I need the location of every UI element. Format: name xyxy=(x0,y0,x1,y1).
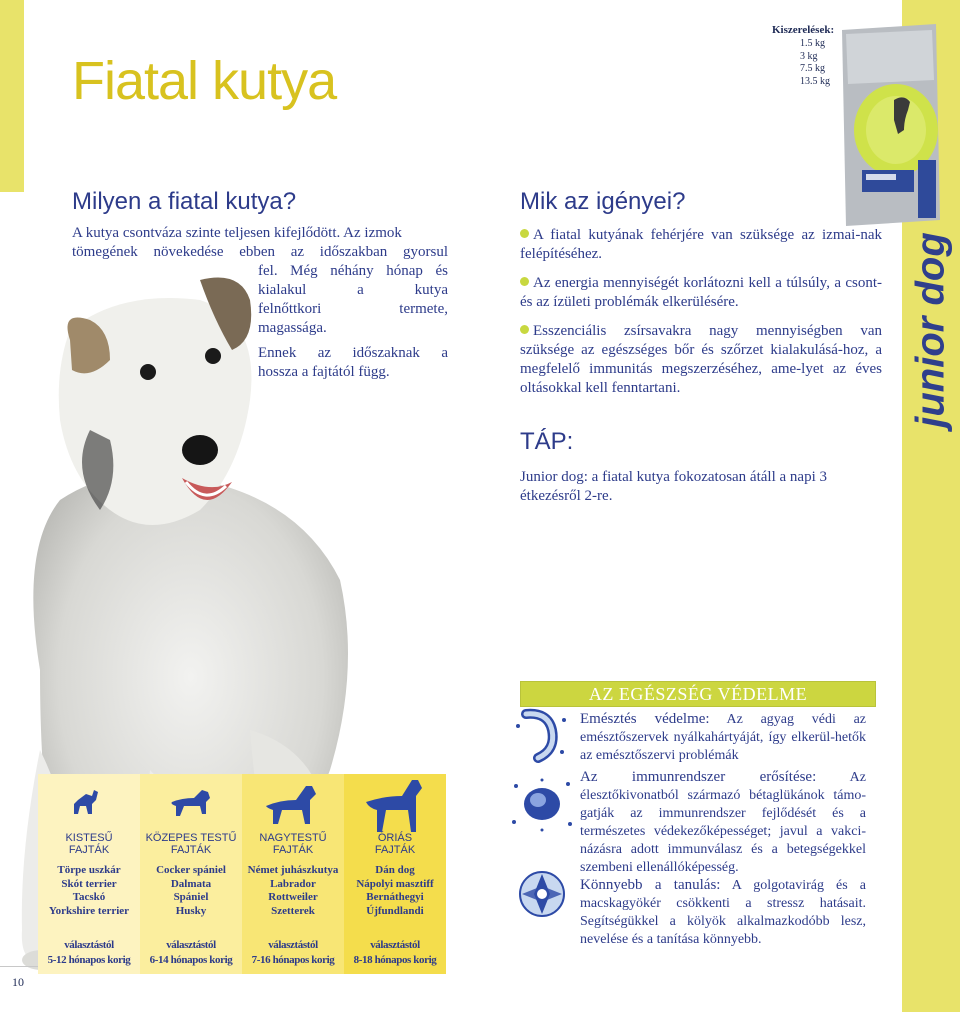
food-heading: TÁP: xyxy=(520,428,574,455)
breed-category: NAGYTESTŰ FAJTÁK xyxy=(259,832,327,856)
bullet-icon xyxy=(520,229,529,238)
giant-dog-icon xyxy=(344,778,446,834)
breed-list: Törpe uszkár Skót terrier Tacskó Yorkshire terrier xyxy=(48,864,130,917)
needs-item: Az energia mennyiségét korlátozni kell a túlsúly, a csont- és az ízületi problémák elkerülésére. xyxy=(520,275,882,310)
page-title: Fiatal kutya xyxy=(72,51,337,111)
breed-age-range: választástól 6-14 hónapos korig xyxy=(149,939,233,966)
size-item: 7.5 kg xyxy=(800,63,825,74)
health-item-learning: Könnyebb a tanulás: A golgotavirág és a macskagyökér csökkenti a stressz hatásait. Segítségükkel a kölyök alkalmazkodóbb lesz, nevelése és a tanítása könnyebb. xyxy=(580,877,866,947)
food-text: Junior dog: a fiatal kutya fokozatosan átáll a napi 3 étkezésről 2-re. xyxy=(520,469,827,504)
breed-age-range: választástól 5-12 hónapos korig xyxy=(47,939,131,966)
breed-column-small xyxy=(38,774,140,974)
immune-cell-icon xyxy=(508,776,576,834)
breed-column-medium xyxy=(140,774,242,974)
health-heading: AZ EGÉSZSÉG VÉDELME xyxy=(520,681,876,707)
intro-line: A kutya csontváza szinte teljesen kifejlődött. Az izmok xyxy=(72,225,402,241)
intro-line: kialakul a kutya xyxy=(258,282,448,298)
intro-line: felnőttkori termete, xyxy=(258,301,448,317)
section-heading-left: Milyen a fiatal kutya? xyxy=(72,188,297,215)
large-dog-icon xyxy=(242,778,344,834)
breed-column-giant xyxy=(344,774,446,974)
small-dog-icon xyxy=(38,778,140,834)
breed-age-range: választástól 8-18 hónapos korig xyxy=(353,939,437,966)
intro-line: tömegének növekedése ebben az időszakban gyorsul xyxy=(72,244,448,260)
section-heading-needs: Mik az igényei? xyxy=(520,188,686,215)
intro-line: Ennek az időszaknak a xyxy=(258,345,448,361)
needs-item: A fiatal kutyának fehérjére van szüksége az izmai-nak felépítéséhez. xyxy=(520,227,882,262)
breed-category: KÖZEPES TESTŰ FAJTÁK xyxy=(145,832,237,856)
health-item-digestion: Emésztés védelme: Az agyag védi az emésztőszervek nyálkahártyáját, így elkerül-hetők az emésztőszervi problémák xyxy=(580,711,866,763)
size-item: 3 kg xyxy=(800,50,818,62)
bullet-icon xyxy=(520,325,529,334)
size-item: 13.5 kg xyxy=(800,75,830,87)
page-number: 10 xyxy=(12,975,24,989)
product-name: Junior dog xyxy=(520,469,584,485)
health-item-immune: Az immunrendszer erősítése: Az élesztőkivonatból származó bétaglükánok támo-gatják az immunrendszer fejlődését és a természetes védekezőképességet; javul a vakci-názásra adott immunválasz és a betegségekkel szembeni ellenállóképesség. xyxy=(580,769,866,875)
intro-line: hossza a fajtától függ. xyxy=(258,364,390,380)
breed-list: Német juhászkutya Labrador Rottweiler Szetterek xyxy=(247,864,339,917)
breed-list: Cocker spániel Dalmata Spániel Husky xyxy=(156,864,226,917)
breed-category: KISTESŰ FAJTÁK xyxy=(65,832,113,856)
package-sizes-label: Kiszerelések: xyxy=(772,24,835,36)
page-rule xyxy=(0,966,38,967)
size-item: 1.5 kg xyxy=(800,38,825,49)
needs-item: Esszenciális zsírsavakra nagy mennyiségben van szüksége az egészséges bőr és szőrzet kialakulásá-hoz, a megfelelő immunitás megszerzéséhez, ame-lyet az éves oltásokkal kell fenntartani. xyxy=(520,323,882,396)
breed-age-range: választástól 7-16 hónapos korig xyxy=(251,939,335,966)
needs-list xyxy=(520,226,882,408)
intro-line: magassága. xyxy=(258,320,327,336)
breed-column-large xyxy=(242,774,344,974)
food-bag-image xyxy=(836,20,944,228)
bullet-icon xyxy=(520,277,529,286)
passionflower-icon xyxy=(508,864,576,922)
package-sizes xyxy=(800,38,830,88)
breed-category: ÓRIÁS FAJTÁK xyxy=(374,832,416,856)
side-label: junior dog xyxy=(908,232,953,428)
medium-dog-icon xyxy=(140,778,242,834)
intestine-icon xyxy=(508,706,576,764)
yellow-side-band xyxy=(0,0,24,192)
intro-line: fel. Még néhány hónap és xyxy=(258,263,448,279)
breed-list: Dán dog Nápolyi masztiff Bernáthegyi Újfundlandi xyxy=(356,864,434,917)
